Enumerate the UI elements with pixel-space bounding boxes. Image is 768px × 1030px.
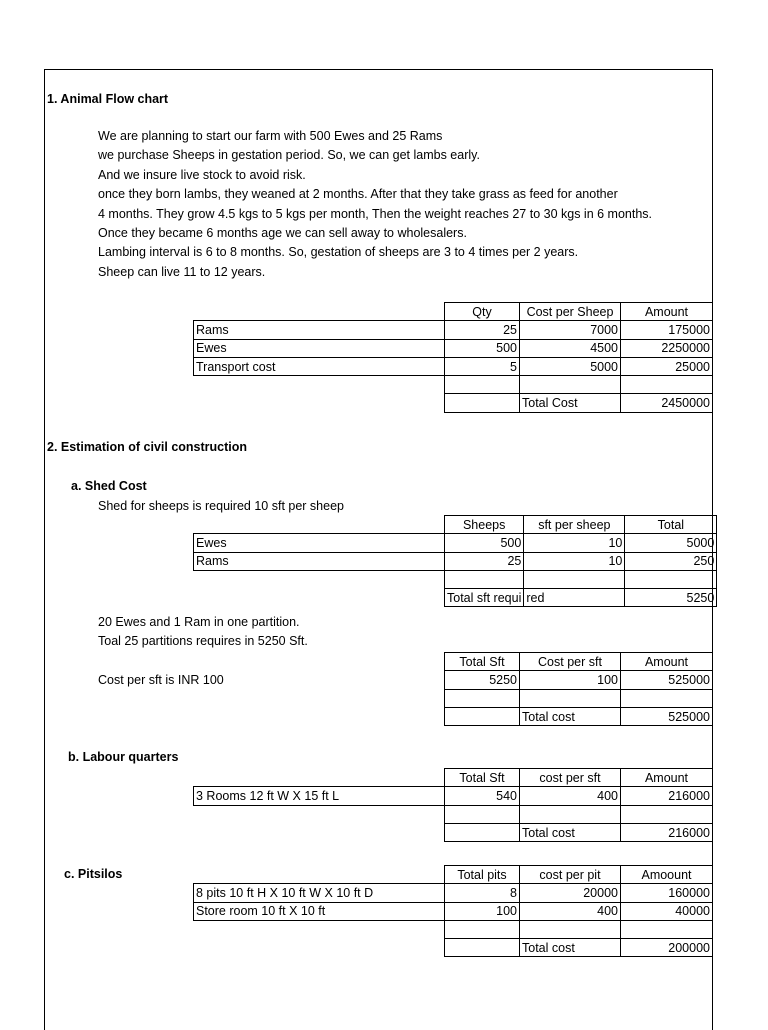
cost-per-sft-note: Cost per sft is INR 100 [98,673,224,687]
cell-total-sft: 540 [445,787,520,805]
sheep-cost-table [193,302,713,413]
cell-amount: 25000 [621,357,713,375]
shed-note: Shed for sheeps is required 10 sft per sheep [98,499,344,513]
total-label: Total cost [520,707,621,725]
cell-total-sft: 5250 [445,671,520,689]
row-label: Store room 10 ft X 10 ft [194,902,445,920]
total-value: 525000 [621,707,713,725]
cell-amount: 525000 [621,671,713,689]
row-label: 8 pits 10 ft H X 10 ft W X 10 ft D [194,884,445,902]
cell-amount: 160000 [621,884,713,902]
row-label: 3 Rooms 12 ft W X 15 ft L [194,787,445,805]
cell-qty: 25 [445,321,520,339]
table-header-row [194,303,713,321]
total-label-overflow: red [524,589,625,607]
row-label: Transport cost [194,357,445,375]
labour-cost-table [193,768,713,842]
table-row-blank [194,570,717,588]
text-line: And we insure live stock to avoid risk. [98,167,306,182]
total-label: Total sft requi [445,589,524,607]
col-header: Qty [445,303,520,321]
text-line: 4 months. They grow 4.5 kgs to 5 kgs per month, Then the weight reaches 27 to 30 kgs in 6 months. [98,206,653,221]
section1-paragraph [98,127,652,282]
col-header: Total [625,516,717,534]
col-header: Cost per Sheep [520,303,621,321]
cell-cost-per-pit: 400 [520,902,621,920]
table-header-row [194,516,717,534]
table-total-row [194,939,713,957]
cell-sheeps: 25 [445,552,524,570]
section1-heading: 1. Animal Flow chart [47,92,169,106]
text-line: Lambing interval is 6 to 8 months. So, gestation of sheeps are 3 to 4 times per 2 years. [98,245,579,260]
cell-sft-per-sheep: 10 [524,534,625,552]
col-header: Amount [621,303,713,321]
table-row [194,902,713,920]
table-total-row [194,394,713,412]
table-row [194,321,713,339]
cell-sheeps: 500 [445,534,524,552]
text-line: We are planning to start our farm with 500 Ewes and 25 Rams [98,129,443,143]
text-line: we purchase Sheeps in gestation period. So, we can get lambs early. [98,148,480,163]
table-row [194,552,717,570]
table-row [194,787,713,805]
cell-cost: 4500 [520,339,621,357]
col-header: Amoount [621,866,713,884]
cell-sft-per-sheep: 10 [524,552,625,570]
row-label: Ewes [194,534,445,552]
cell-total: 5000 [625,534,717,552]
table-row-blank [194,805,713,823]
cell-amount: 175000 [621,321,713,339]
col-header: Total pits [445,866,520,884]
pitsilos-heading: c. Pitsilos [64,867,123,881]
total-label: Total cost [520,939,621,957]
partition-note-2: Toal 25 partitions requires in 5250 Sft. [98,634,308,648]
col-header: Cost per sft [520,653,621,671]
table-row [445,671,713,689]
cell-cost-per-sft: 100 [520,671,621,689]
pitsilos-cost-table [193,865,713,957]
total-value: 200000 [621,939,713,957]
shed-heading: a. Shed Cost [71,479,147,493]
total-value: 216000 [621,823,713,841]
text-line: Sheep can live 11 to 12 years. [98,264,266,279]
col-header: Total Sft [445,653,520,671]
total-label: Total Cost [520,394,621,412]
table-total-row [445,707,713,725]
shed-cost-table [444,652,713,726]
shed-sft-table [193,515,717,607]
table-row [194,884,713,902]
cell-cost: 7000 [520,321,621,339]
col-header: cost per sft [520,769,621,787]
table-header-row [194,769,713,787]
total-value: 2450000 [621,394,713,412]
partition-note-1: 20 Ewes and 1 Ram in one partition. [98,615,300,629]
col-header: cost per pit [520,866,621,884]
col-header: Total Sft [445,769,520,787]
section2-heading: 2. Estimation of civil construction [47,440,248,454]
table-header-row [445,653,713,671]
table-row-blank [445,689,713,707]
table-total-row [194,589,717,607]
cell-total-pits: 8 [445,884,520,902]
cell-qty: 500 [445,339,520,357]
row-label: Rams [194,321,445,339]
table-row [194,357,713,375]
table-header-row [194,866,713,884]
text-line: Once they became 6 months age we can sell away to wholesalers. [98,225,467,240]
cell-cost: 5000 [520,357,621,375]
table-row-blank [194,920,713,938]
cell-total: 250 [625,552,717,570]
labour-heading: b. Labour quarters [68,750,179,764]
cell-qty: 5 [445,357,520,375]
total-label: Total cost [520,823,621,841]
col-header: Sheeps [445,516,524,534]
row-label: Rams [194,552,445,570]
table-row [194,534,717,552]
table-row [194,339,713,357]
col-header: sft per sheep [524,516,625,534]
table-row-blank [194,376,713,394]
cell-amount: 216000 [621,787,713,805]
cell-amount: 40000 [621,902,713,920]
cell-amount: 2250000 [621,339,713,357]
col-header: Amount [621,653,713,671]
cell-cost-per-pit: 20000 [520,884,621,902]
cell-total-pits: 100 [445,902,520,920]
total-value: 5250 [625,589,717,607]
row-label: Ewes [194,339,445,357]
text-line: once they born lambs, they weaned at 2 months. After that they take grass as feed for another [98,187,618,202]
col-header: Amount [621,769,713,787]
cell-cost-per-sft: 400 [520,787,621,805]
table-total-row [194,823,713,841]
